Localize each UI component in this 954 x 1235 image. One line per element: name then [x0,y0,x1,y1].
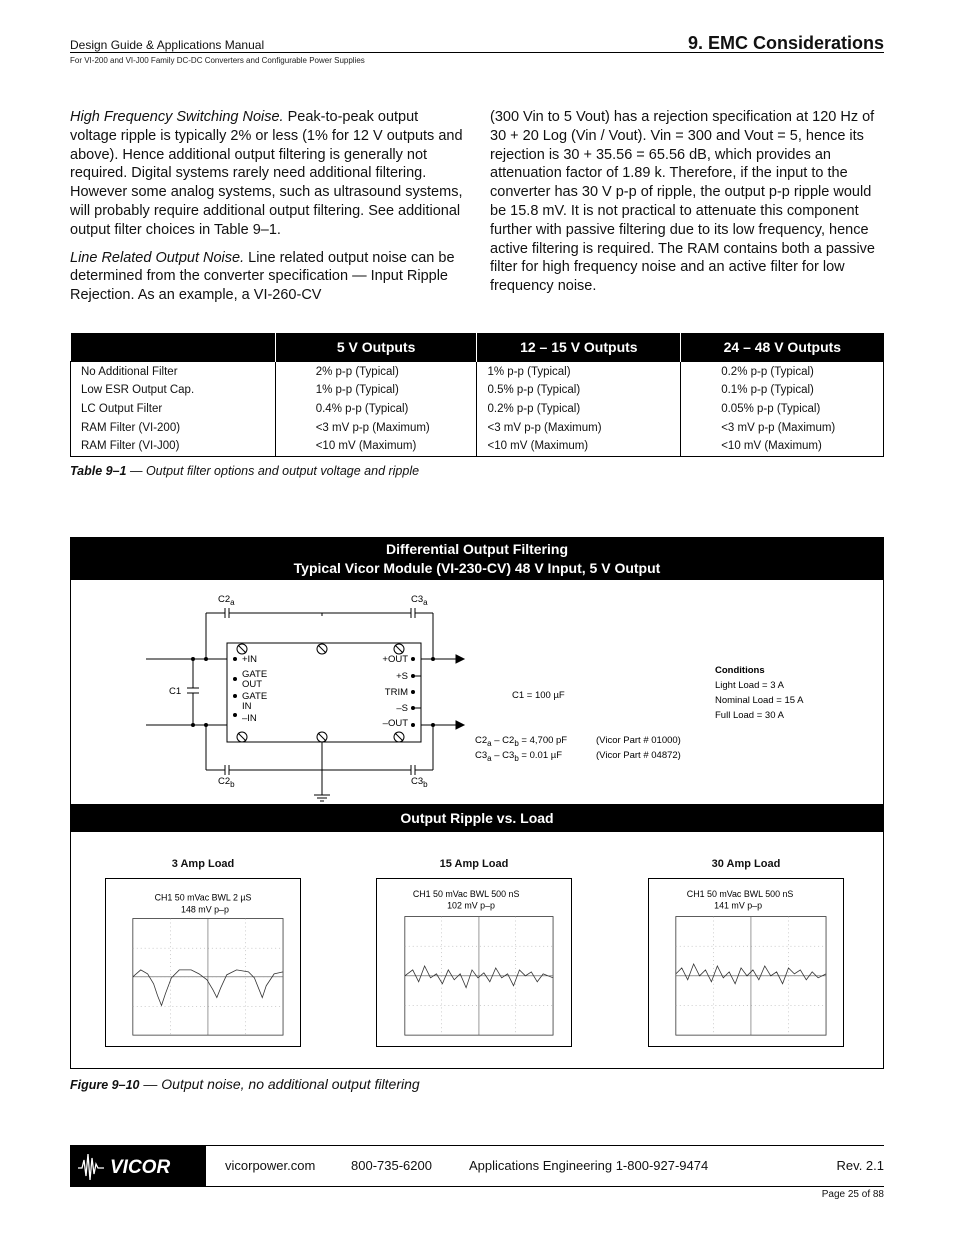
footer-phone: 800-735-6200 [351,1158,432,1173]
table-cell: 1% p-p (Typical) [275,380,477,399]
scope-measurement: 141 mV p–p [714,900,763,911]
body-left-column [70,108,465,314]
manual-title: Design Guide & Applications Manual [70,38,265,52]
conditions-nominal: Nominal Load = 15 A [715,695,804,706]
footer-rule-bottom [70,1186,884,1187]
value-c3-part: (Vicor Part # 04872) [596,750,681,761]
table-cell: RAM Filter (VI-200) [71,418,276,437]
value-c3: $C3_a - C3_b = 0.01$ µF [475,750,563,763]
paragraph-rejection: (300 Vin to 5 Vout) has a rejection specification at 120 Hz of 30 + 20 Log (Vin / Vout). Vin = 300 and Vout = 5, hence its rejection is 30 + 35.56 = 65.56 dB, which provides an attenuation factor of 1.89 k. Therefore, if the input to the converter has 30 V p-p of ripple, the output p-p ripple would be 15.8 mV. It is not practical to attenuate this component further with passive filtering due to its low frequency, hence active filtering is required. The RAM contains both a passive filter for high frequency noise and an active filter for low frequency noise. [490,109,875,295]
figure-box [70,537,884,1069]
scope-trace-3a [105,878,301,1047]
table-row [71,361,884,380]
table-cell: 1% p-p (Typical) [477,361,681,380]
pin-out-minus: –OUT [382,718,408,729]
scope-label-3a: 3 Amp Load [171,858,235,870]
table-cell: RAM Filter (VI-J00) [71,437,276,456]
scope-label-30a: 30 Amp Load [711,858,781,870]
table-cell: <3 mV p-p (Maximum) [275,418,477,437]
pin-trim: TRIM [384,687,408,698]
table-cell: 0.4% p-p (Typical) [275,399,477,418]
table-cell: <3 mV p-p (Maximum) [477,418,681,437]
table-cell: <10 mV (Maximum) [681,437,884,456]
pin-gate-in-1: GATE [242,691,268,702]
scope-settings: CH1 50 mVac BWL 2 µS [154,892,252,903]
conditions-title: Conditions [715,665,765,676]
pin-gate-out-2: OUT [242,679,263,690]
table-header-cell [71,333,276,361]
table-cell: 0.2% p-p (Typical) [477,399,681,418]
table-header-row [71,333,884,361]
paragraph-lead: High Frequency Switching Noise. [70,109,284,125]
scope-measurement: 102 mV p–p [447,900,495,911]
figure-caption-label: Figure 9–10 [70,1078,140,1092]
paragraph-text: Line related output noise can be determined from the converter specification — Input Ripple Rejection. As an example, a VI-260-CV [70,249,455,304]
conditions-full: Full Load = 30 A [715,710,784,721]
table-cell: <3 mV p-p (Maximum) [681,418,884,437]
value-c1: C1 = 100 µF [512,690,565,701]
table-cell: 0.05% p-p (Typical) [681,399,884,418]
figure-title [71,538,883,580]
pin-out-plus: +OUT [382,654,408,665]
paragraph-text: Peak-to-peak output voltage ripple is typically 2% or less (1% for 12 V outputs and above). Hence additional output filtering is generally not required. Digital systems rarely need additional filtering. However some analog systems, such as ultrasound systems, will probably require additional output filtering. See additional output filter choices in Table 9–1. [70,109,463,238]
pin-in-minus: –IN [242,713,257,724]
vicor-logo [70,1146,206,1186]
figure-title-line1: Differential Output Filtering [386,541,568,557]
table-header-cell: 12 – 15 V Outputs [477,333,681,361]
footer-revision: Rev. 2.1 [836,1158,884,1173]
scope-settings: CH1 50 mVac BWL 500 nS [412,888,520,899]
paragraph-lead: Line Related Output Noise. [70,249,245,266]
table-cell: 0.5% p-p (Typical) [477,380,681,399]
value-c2: $C2_a - C2_b = 4,700$ pF [475,735,568,748]
ripple-title: Output Ripple vs. Load [71,804,883,832]
table-cell: LC Output Filter [71,399,276,418]
table-cell: 0.1% p-p (Typical) [681,380,884,399]
pin-gate-in-2: IN [242,701,252,712]
table-row [71,399,884,418]
table-cell: Low ESR Output Cap. [71,380,276,399]
value-c2-part: (Vicor Part # 01000) [596,735,681,746]
table-caption-label: Table 9–1 [70,464,127,478]
scope-trace-30a [648,878,844,1047]
footer-site-link[interactable]: vicorpower.com [225,1158,316,1173]
table-cell: 2% p-p (Typical) [275,361,477,380]
scope-settings: CH1 50 mVac BWL 500 nS [686,888,794,899]
page-number: Page 25 of 88 [821,1189,884,1200]
vicor-logo-mark [70,1146,206,1186]
table-header-cell: 24 – 48 V Outputs [681,333,884,361]
scope-trace-15a [376,878,572,1047]
table-cell: No Additional Filter [71,361,276,380]
figure-caption [70,1076,420,1092]
figure-caption-text: — Output noise, no additional output filtering [139,1076,420,1092]
c3a-label: $C3_a$ [411,594,428,607]
table-row [71,437,884,456]
table-caption [70,464,419,478]
schematic-diagram [71,580,883,805]
pin-s-plus: +S [396,671,408,682]
output-filter-table [70,333,884,457]
pin-gate-out-1: GATE [242,669,268,680]
table-row [71,418,884,437]
manual-subtitle: For VI-200 and VI-J00 Family DC-DC Converters and Configurable Power Supplies [70,56,365,65]
table-caption-text: — Output filter options and output voltage and ripple [126,464,420,478]
c2a-label: $C2_a$ [218,594,235,607]
footer-apps-engineering: Applications Engineering 1-800-927-9474 [469,1158,709,1173]
scope-measurement: 148 mV p–p [181,904,229,915]
table-row [71,380,884,399]
conditions-light: Light Load = 3 A [715,680,784,691]
scope-label-15a: 15 Amp Load [439,858,509,870]
table-header-cell: 5 V Outputs [275,333,477,361]
c3b-label: $C3_b$ [411,776,428,789]
pin-in-plus: +IN [242,654,258,665]
figure-title-line2: Typical Vicor Module (VI-230-CV) 48 V Input, 5 V Output [293,560,661,576]
c2b-label: $C2_b$ [218,776,235,789]
section-title: 9. EMC Considerations [687,33,884,53]
table-cell: 0.2% p-p (Typical) [681,361,884,380]
paragraph-line-noise [70,249,465,305]
table-cell: <10 mV (Maximum) [275,437,477,456]
paragraph-hf-noise [70,108,465,240]
c1-label: C1 [169,686,182,697]
vicor-logo-text: VICOR [110,1157,171,1178]
pin-s-minus: –S [396,703,408,714]
body-right-column [490,108,884,305]
table-cell: <10 mV (Maximum) [477,437,681,456]
